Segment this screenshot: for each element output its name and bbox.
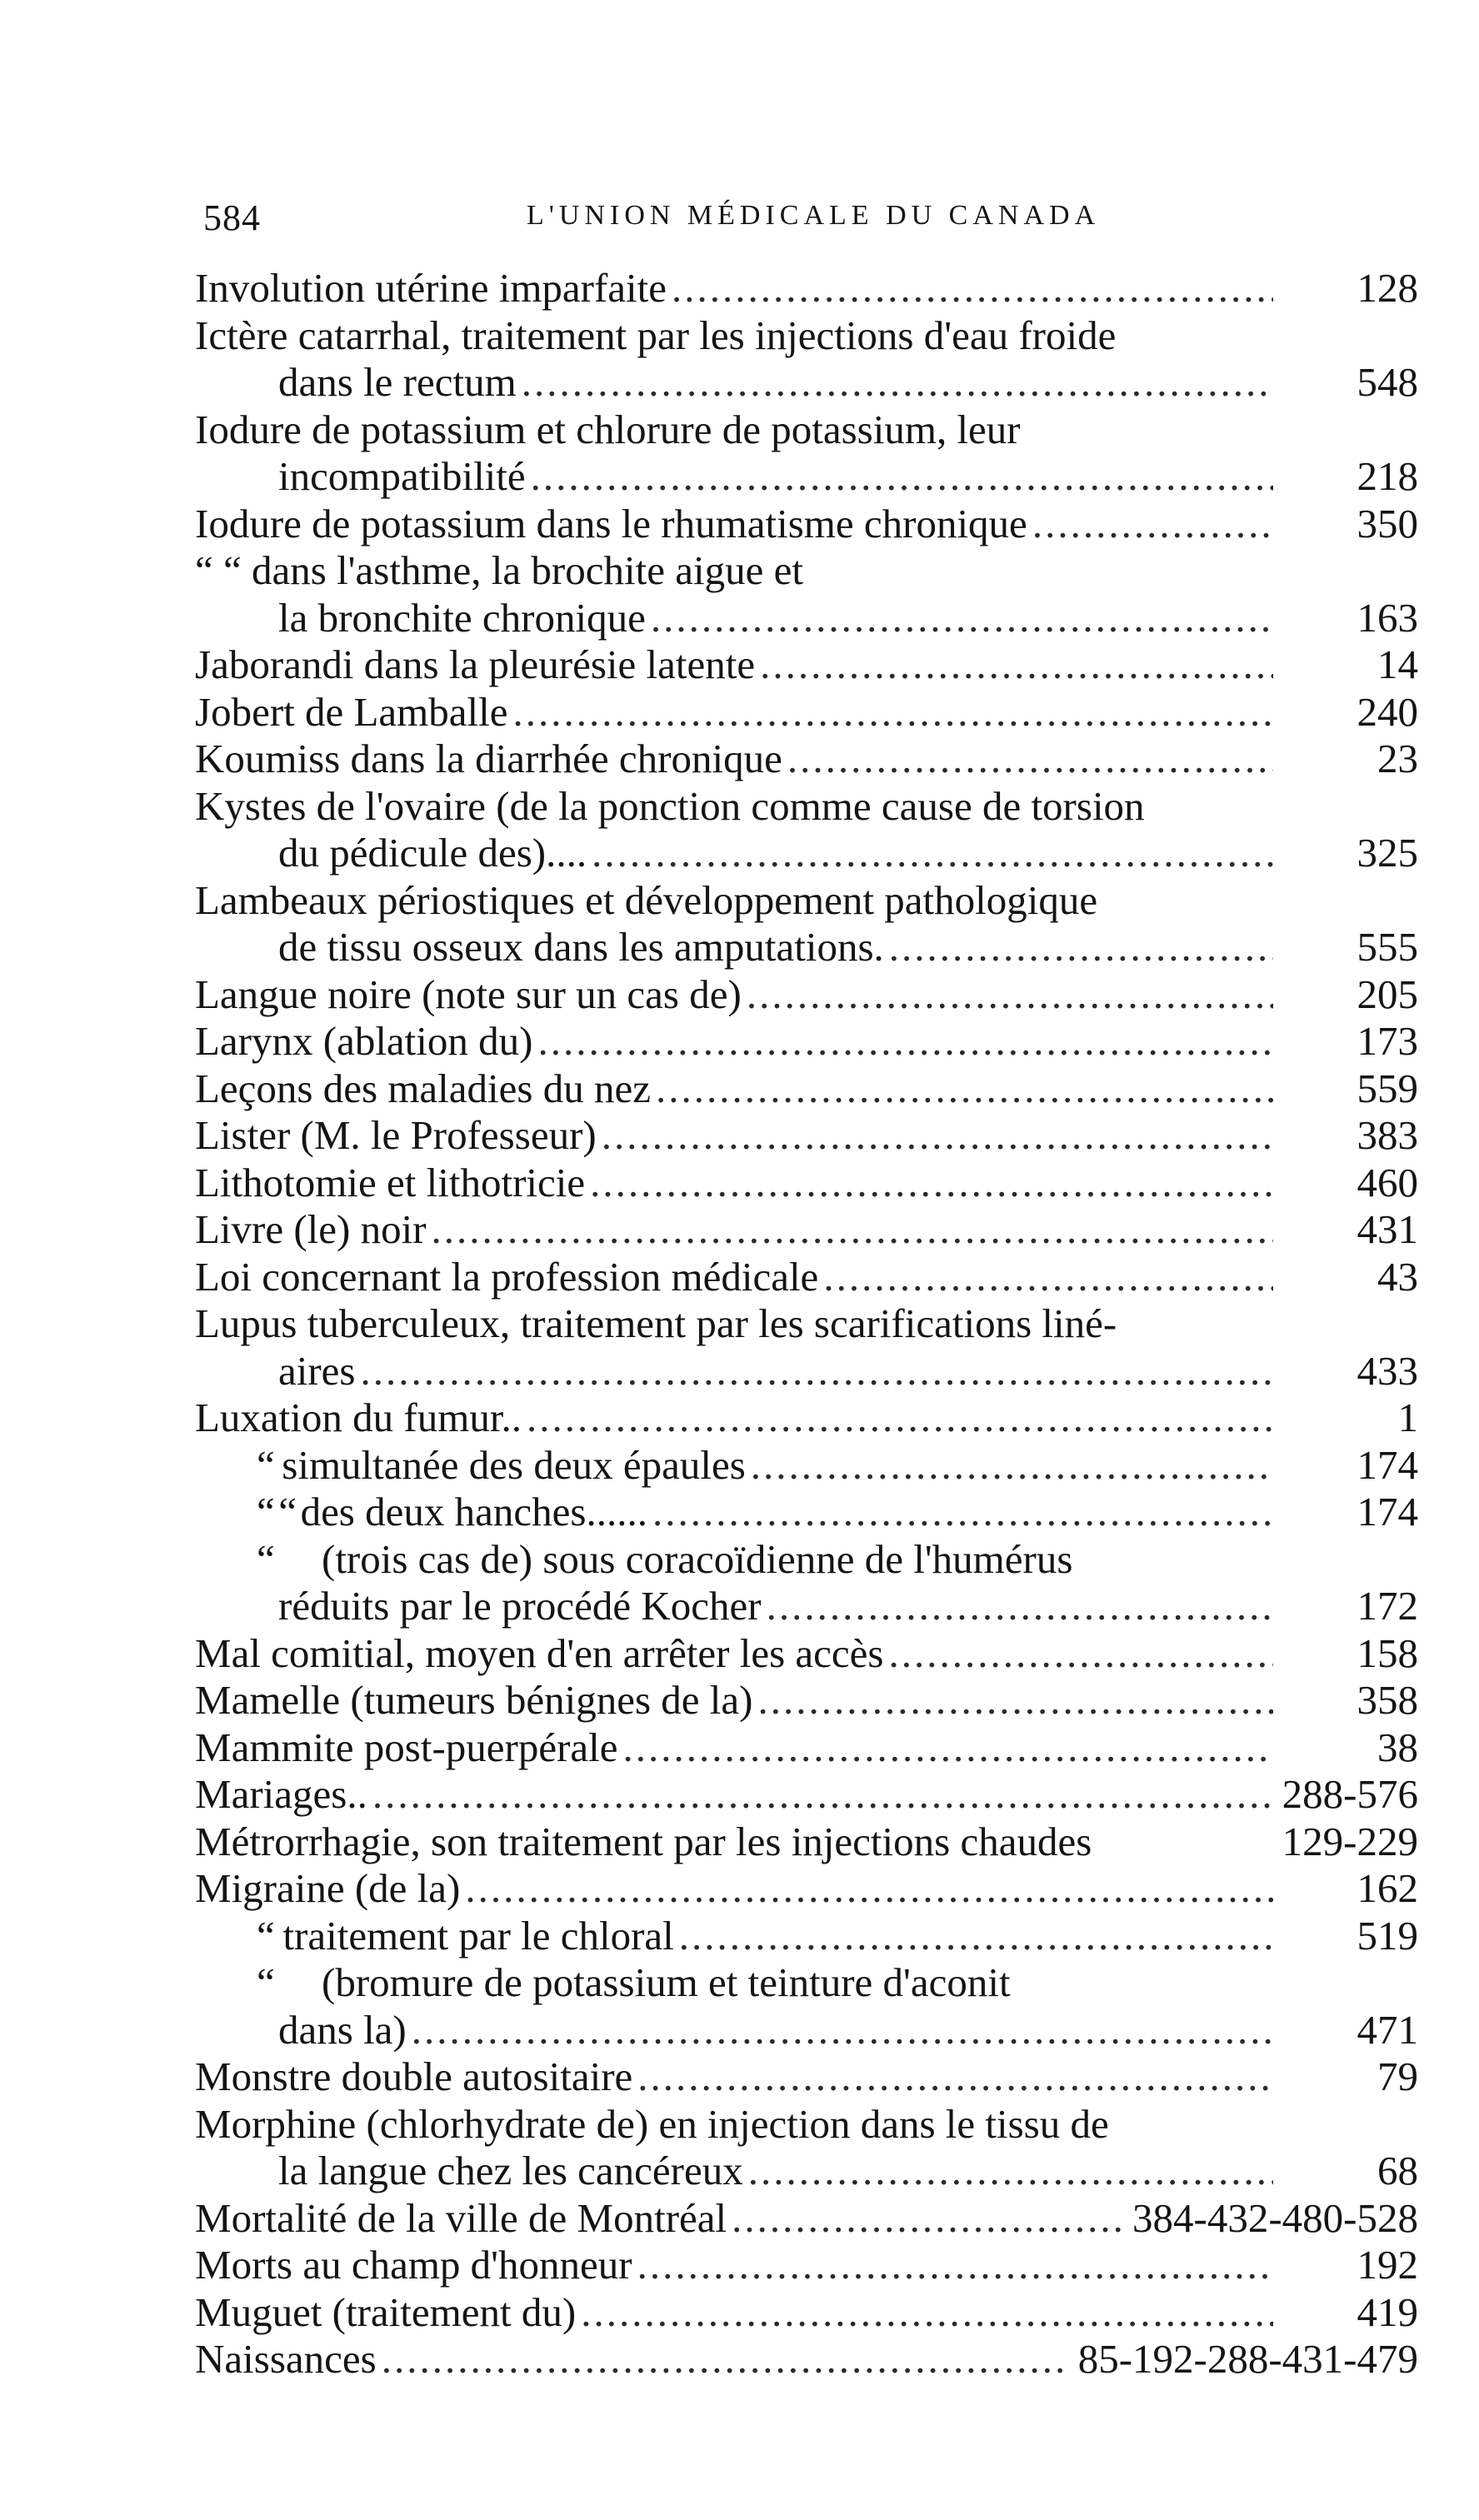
ditto-mark: “ — [257, 1441, 275, 1488]
index-entry — [195, 2289, 1418, 2337]
entry-line — [195, 453, 1418, 501]
page-reference: 173 — [1357, 1018, 1418, 1064]
entry-line — [195, 1677, 1418, 1724]
entry-line — [195, 1489, 1418, 1536]
index-entry — [195, 1442, 1418, 1490]
index-entry — [195, 312, 1418, 407]
index-entry — [195, 1724, 1418, 1772]
entry-line — [195, 1771, 1418, 1819]
entry-line — [195, 595, 1418, 642]
index-entry — [195, 2101, 1418, 2195]
entry-text: simultanée des deux épaules — [282, 1441, 746, 1488]
page-reference: 172 — [1357, 1583, 1418, 1629]
page-reference: 383 — [1357, 1112, 1418, 1158]
page-reference: 38 — [1377, 1724, 1418, 1770]
entry-text: “ “ dans l'asthme, la brochite aigue et — [195, 547, 803, 593]
page-reference: 129-229 — [1282, 1818, 1418, 1864]
entry-text: Lupus tuberculeux, traitement par les scarifications liné- — [195, 1300, 1117, 1346]
dot-leader — [732, 2195, 1121, 2243]
entry-text: Métrorrhagie, son traitement par les injections chaudes — [195, 1818, 1092, 1864]
index-entry — [195, 1865, 1418, 1913]
page-reference: 288-576 — [1282, 1771, 1418, 1817]
index-entry — [195, 1489, 1418, 1536]
entry-line — [195, 971, 1418, 1019]
index-list — [195, 265, 1418, 2383]
page-reference: 43 — [1377, 1253, 1418, 1300]
index-entry — [195, 641, 1418, 689]
dot-leader — [361, 1348, 1274, 1395]
entry-line — [195, 1206, 1418, 1254]
entry-line — [195, 2007, 1418, 2054]
dot-leader — [672, 265, 1273, 312]
entry-line — [195, 1300, 1323, 1348]
dot-leader — [787, 736, 1273, 783]
entry-text: aires — [278, 1347, 356, 1394]
page-reference: 162 — [1357, 1865, 1418, 1911]
dot-leader — [522, 359, 1273, 407]
dot-leader — [748, 2148, 1273, 2195]
index-entry — [195, 1630, 1418, 1678]
entry-line — [195, 924, 1418, 971]
entry-text: Koumiss dans la diarrhée chronique — [195, 736, 782, 781]
dot-leader — [592, 830, 1273, 877]
entry-text: Jobert de Lamballe — [195, 688, 508, 735]
dot-leader — [527, 1395, 1273, 1442]
index-entry — [195, 689, 1418, 736]
ditto-mark: “ — [278, 1489, 297, 1534]
index-entry — [195, 1300, 1418, 1395]
index-entry — [195, 971, 1418, 1019]
entry-line — [195, 783, 1323, 831]
page-reference: 1 — [1397, 1395, 1418, 1440]
page-reference: 471 — [1357, 2006, 1418, 2053]
entry-text: la bronchite chronique — [278, 594, 646, 641]
entry-line — [195, 1583, 1418, 1630]
index-entry — [195, 736, 1418, 783]
entry-line — [195, 1395, 1418, 1442]
entry-line — [195, 830, 1418, 877]
entry-line — [195, 312, 1323, 360]
entry-text: Involution utérine imparfaite — [195, 265, 667, 311]
entry-line — [195, 1819, 1418, 1866]
dot-leader — [760, 641, 1273, 689]
dot-leader — [590, 1160, 1273, 1207]
page-reference: 174 — [1357, 1489, 1418, 1534]
entry-text: Mal comitial, moyen d'en arrêter les accès — [195, 1629, 884, 1676]
entry-line — [195, 265, 1418, 312]
entry-line — [195, 547, 1323, 595]
index-entry — [195, 1771, 1418, 1819]
entry-text: du pédicule des).... — [278, 830, 587, 876]
index-entry — [195, 265, 1418, 312]
dot-leader — [679, 1913, 1273, 1960]
index-entry — [195, 2053, 1418, 2101]
page-reference: 205 — [1357, 971, 1418, 1017]
entry-line — [195, 2336, 1418, 2383]
page-reference: 14 — [1377, 641, 1418, 687]
dot-leader — [537, 1018, 1273, 1065]
index-entry — [195, 1913, 1418, 1960]
page-reference: 218 — [1357, 453, 1418, 499]
page-reference: 192 — [1357, 2242, 1418, 2288]
page-reference: 431 — [1357, 1206, 1418, 1252]
entry-line — [195, 1865, 1418, 1913]
dot-leader — [757, 1677, 1273, 1724]
entry-text: Livre (le) noir — [195, 1206, 427, 1252]
page-reference: 460 — [1357, 1159, 1418, 1205]
dot-leader — [581, 2289, 1273, 2337]
entry-line — [195, 407, 1323, 454]
entry-text: Naissances — [195, 2336, 377, 2382]
index-entry — [195, 2336, 1418, 2383]
dot-leader — [747, 971, 1273, 1019]
entry-line — [195, 641, 1418, 689]
dot-leader — [637, 2053, 1273, 2101]
entry-text: Morphine (chlorhydrate de) en injection dans le tissu de — [195, 2100, 1109, 2147]
dot-leader — [751, 1442, 1273, 1490]
entry-text: Larynx (ablation du) — [195, 1018, 533, 1064]
index-entry — [195, 1206, 1418, 1254]
page-reference: 79 — [1377, 2053, 1418, 2099]
index-entry — [195, 1112, 1418, 1160]
index-entry — [195, 1254, 1418, 1301]
index-entry — [195, 1395, 1418, 1442]
dot-leader — [372, 1771, 1271, 1819]
entry-line — [195, 501, 1418, 548]
entry-text: Mamelle (tumeurs bénignes de la) — [195, 1677, 753, 1723]
dot-leader — [651, 595, 1273, 642]
ditto-mark: “ — [257, 1489, 275, 1534]
page-reference: 163 — [1357, 594, 1418, 641]
page-reference: 68 — [1377, 2148, 1418, 2193]
entry-text: Lister (M. le Professeur) — [195, 1112, 597, 1158]
page-reference: 433 — [1357, 1347, 1418, 1394]
entry-text: des deux hanches...... — [300, 1489, 647, 1534]
entry-text: (trois cas de) sous coracoïdienne de l'humérus — [322, 1535, 1073, 1582]
entry-line — [195, 2242, 1418, 2289]
dot-leader — [623, 1724, 1273, 1772]
page-reference: 419 — [1357, 2288, 1418, 2335]
entry-text: incompatibilité — [278, 453, 526, 499]
entry-text: Langue noire (note sur un cas de) — [195, 971, 742, 1017]
entry-line — [195, 1348, 1418, 1395]
entry-text: Morts au champ d'honneur — [195, 2242, 632, 2288]
page-reference: 350 — [1357, 500, 1418, 546]
dot-leader — [656, 1065, 1273, 1113]
entry-text: la langue chez les cancéreux — [278, 2148, 743, 2193]
entry-text: Kystes de l'ovaire (de la ponction comme cause de torsion — [195, 782, 1145, 829]
entry-line — [195, 2289, 1418, 2337]
entry-text: Mariages.. — [195, 1771, 367, 1817]
entry-text: réduits par le procédé Kocher — [278, 1583, 762, 1629]
index-entry — [195, 1959, 1418, 2053]
entry-text: dans le rectum — [278, 359, 517, 405]
entry-line — [195, 1065, 1418, 1113]
page-number: 584 — [203, 197, 261, 238]
entry-text: Ictère catarrhal, traitement par les injections d'eau froide — [195, 312, 1117, 358]
entry-line — [195, 2148, 1418, 2195]
index-entry — [195, 1536, 1418, 1630]
dot-leader — [652, 1489, 1273, 1536]
page-header — [203, 197, 1312, 238]
running-title: L'UNION MÉDICALE DU CANADA — [527, 200, 1101, 231]
dot-leader — [889, 1630, 1274, 1678]
entry-line — [195, 1254, 1418, 1301]
index-entry — [195, 2195, 1418, 2243]
dot-leader — [412, 2007, 1273, 2054]
entry-text: Luxation du fumur.. — [195, 1395, 522, 1440]
index-entry — [195, 1065, 1418, 1113]
page-reference: 85-192-288-431-479 — [1077, 2336, 1418, 2382]
entry-line — [195, 1913, 1418, 1960]
ditto-mark: “ — [257, 1912, 275, 1959]
dot-leader — [531, 453, 1273, 501]
index-entry — [195, 2242, 1418, 2289]
entry-line — [195, 736, 1418, 783]
entry-text: Lambeaux périostiques et développement pathologique — [195, 876, 1098, 923]
dot-leader — [1032, 501, 1273, 548]
index-entry — [195, 1160, 1418, 1207]
entry-text: Iodure de potassium et chlorure de potassium, leur — [195, 406, 1021, 452]
page-reference: 555 — [1357, 924, 1418, 970]
entry-line — [195, 1442, 1418, 1490]
page-reference: 128 — [1357, 265, 1418, 311]
dot-leader — [513, 689, 1273, 736]
entry-line — [195, 1630, 1418, 1678]
entry-text: Loi concernant la profession médicale — [195, 1253, 819, 1300]
page-reference: 548 — [1357, 359, 1418, 405]
entry-text: Migraine (de la) — [195, 1865, 461, 1911]
entry-text: Iodure de potassium dans le rhumatisme chronique — [195, 500, 1027, 546]
index-entry — [195, 407, 1418, 501]
dot-leader — [602, 1112, 1273, 1160]
index-entry — [195, 547, 1418, 641]
entry-text: (bromure de potassium et teinture d'aconit — [322, 1959, 1011, 2005]
page-reference: 559 — [1357, 1065, 1418, 1111]
page-reference: 358 — [1357, 1677, 1418, 1723]
entry-line — [195, 689, 1418, 736]
index-entry — [195, 501, 1418, 548]
entry-line — [195, 1112, 1418, 1160]
ditto-mark: “ — [257, 1535, 275, 1582]
entry-text: Muguet (traitement du) — [195, 2288, 577, 2335]
index-entry — [195, 783, 1418, 877]
entry-line — [195, 2053, 1418, 2101]
entry-text: Lithotomie et lithotricie — [195, 1159, 586, 1205]
dot-leader — [465, 1865, 1273, 1913]
page-reference: 240 — [1357, 688, 1418, 735]
entry-text: Monstre double autositaire — [195, 2053, 633, 2099]
entry-text: Jaborandi dans la pleurésie latente — [195, 641, 756, 687]
dot-leader — [767, 1583, 1273, 1630]
index-entry — [195, 1677, 1418, 1724]
entry-text: Mortalité de la ville de Montréal — [195, 2194, 727, 2241]
entry-line — [195, 1536, 1323, 1584]
entry-line — [195, 2195, 1418, 2243]
page-reference: 384-432-480-528 — [1132, 2194, 1418, 2241]
entry-line — [195, 1724, 1418, 1772]
entry-text: dans la) — [278, 2006, 407, 2053]
entry-line — [195, 1160, 1418, 1207]
entry-line — [195, 1959, 1323, 2007]
index-entry — [195, 1018, 1418, 1065]
entry-line — [195, 1018, 1418, 1065]
entry-text: traitement par le chloral — [282, 1912, 674, 1959]
page-reference: 325 — [1357, 830, 1418, 876]
entry-line — [195, 2101, 1323, 2148]
page-reference: 158 — [1357, 1629, 1418, 1676]
index-entry — [195, 1819, 1418, 1866]
entry-text: de tissu osseux dans les amputations. — [278, 924, 884, 970]
dot-leader — [637, 2242, 1273, 2289]
dot-leader — [432, 1206, 1273, 1254]
entry-text: Mammite post-puerpérale — [195, 1724, 618, 1770]
dot-leader — [382, 2336, 1067, 2383]
page-reference: 23 — [1377, 736, 1418, 781]
entry-line — [195, 359, 1418, 407]
page-reference: 519 — [1357, 1912, 1418, 1959]
dot-leader — [823, 1254, 1273, 1301]
entry-text: Leçons des maladies du nez — [195, 1065, 651, 1111]
page-reference: 174 — [1357, 1441, 1418, 1488]
entry-line — [195, 877, 1323, 925]
index-entry — [195, 877, 1418, 971]
ditto-mark: “ — [257, 1959, 275, 2005]
dot-leader — [889, 924, 1273, 971]
